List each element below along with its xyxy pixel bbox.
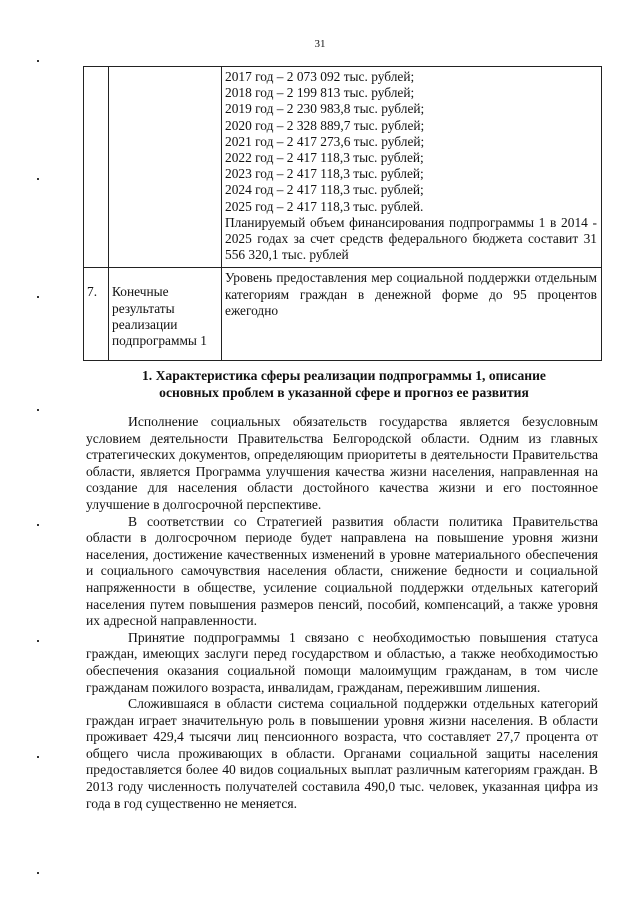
- funding-year-line: 2018 год – 2 199 813 тыс. рублей;: [225, 85, 415, 101]
- margin-dot: [37, 640, 39, 642]
- funding-year-line: 2020 год – 2 328 889,7 тыс. рублей;: [225, 117, 425, 133]
- funding-year-line: 2025 год – 2 417 118,3 тыс. рублей.: [225, 198, 424, 214]
- section-body: [86, 414, 598, 812]
- table-row-results: [84, 268, 602, 361]
- table-cell-name: [109, 67, 222, 268]
- margin-dot: [37, 409, 39, 411]
- paragraph: Исполнение социальных обязательств государства является безусловным условием деятельности Правительства Белгородской области. Одним из главных стратегических документов, определяющим приоритеты в деятельности Правительства области, является Программа улучшения качества жизни населения, направленная на создание для населения области достойного качества жизни и его постоянное улучшение в долгосрочной перспективе.: [86, 414, 598, 512]
- table-cell-number: [84, 67, 109, 268]
- margin-dot: [37, 872, 39, 874]
- section-heading: [86, 367, 602, 401]
- section-heading-line: 1. Характеристика сферы реализации подпрограммы 1, описание: [142, 368, 546, 383]
- funding-year-line: 2022 год – 2 417 118,3 тыс. рублей;: [225, 150, 424, 166]
- funding-year-line: 2019 год – 2 230 983,8 тыс. рублей;: [225, 101, 425, 117]
- table-cell-results: [222, 268, 602, 361]
- funding-year-line: 2023 год – 2 417 118,3 тыс. рублей;: [225, 166, 424, 182]
- paragraph: Сложившаяся в области система социальной поддержки отдельных категорий граждан играет значительную роль в повышении уровня жизни населения. В области проживает 429,4 тысячи лиц пенсионного возраста, что составляет 27,7 процента от общего числа проживающих в области. Органами социальной защиты населения предоставляется более 40 видов социальных выплат различным категориям граждан. В 2013 году численность получателей составила 490,0 тыс. человек, указанная цифра из года в год существенно не меняется.: [86, 696, 598, 811]
- margin-dot: [37, 524, 39, 526]
- margin-dot: [37, 756, 39, 758]
- funding-summary: Планируемый объем финансирования подпрограммы 1 в 2014 - 2025 годах за счет средств федерального бюджета составит 31 556 320,1 тыс. рублей: [225, 214, 597, 263]
- page-number: 31: [314, 38, 326, 50]
- table-row-funding: [84, 67, 602, 268]
- results-value: Уровень предоставления мер социальной поддержки отдельным категориям граждан в денежной форме до 95 процентов ежегодно: [225, 270, 597, 318]
- paragraph: В соответствии со Стратегией развития области политика Правительства области в долгосрочном периоде будет направлена на повышение уровня жизни населения, достижение качественных изменений в уровне материального обеспечения и социального самочувствия населения области, снижение бедности и социальной напряженности в обществе, усиление социальной поддержки отдельных категорий населения путем повышения размеров пенсий, пособий, компенсаций, а также уровня их адресной направленности.: [86, 513, 598, 629]
- passport-table: [83, 66, 602, 361]
- table-cell-funding: [222, 67, 602, 268]
- paragraph: Принятие подпрограммы 1 связано с необходимостью повышения статуса граждан, имеющих заслуги перед государством и областью, а также необходимостью обеспечения оказания социальной помощи малоимущим гражданам, в том числе гражданам пожилого возраста, инвалидам, гражданам, пережившим лишения.: [86, 629, 598, 695]
- table-cell-name: Конечные результаты реализации подпрограммы 1: [109, 268, 222, 361]
- funding-year-line: 2017 год – 2 073 092 тыс. рублей;: [225, 69, 415, 84]
- margin-dot: [37, 178, 39, 180]
- funding-year-line: 2021 год – 2 417 273,6 тыс. рублей;: [225, 133, 425, 149]
- funding-year-line: 2024 год – 2 417 118,3 тыс. рублей;: [225, 182, 424, 198]
- section-heading-line: основных проблем в указанной сфере и прогноз ее развития: [159, 385, 529, 400]
- margin-dot: [37, 296, 39, 298]
- table-cell-number: 7.: [84, 268, 109, 361]
- margin-dot: [37, 60, 39, 62]
